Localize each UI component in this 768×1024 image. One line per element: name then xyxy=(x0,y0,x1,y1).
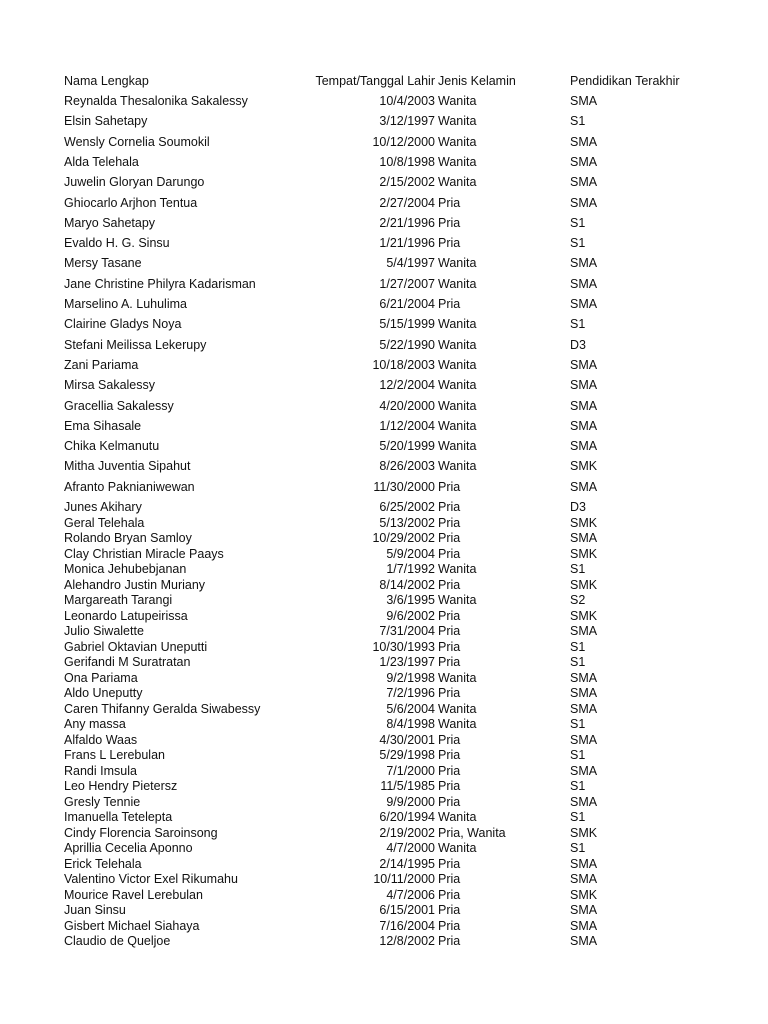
cell-nama-lengkap: Gerifandi M Suratratan xyxy=(64,655,191,669)
cell-pendidikan-terakhir: S1 xyxy=(570,114,586,128)
header-nama-lengkap: Nama Lengkap xyxy=(64,74,149,88)
cell-jenis-kelamin: Pria xyxy=(438,547,461,561)
cell-pendidikan-terakhir: S1 xyxy=(570,810,586,824)
cell-nama-lengkap: Gracellia Sakalessy xyxy=(64,399,174,413)
cell-nama-lengkap: Frans L Lerebulan xyxy=(64,748,165,762)
cell-tanggal-lahir: 9/2/1998 xyxy=(386,671,435,685)
cell-tanggal-lahir: 4/7/2000 xyxy=(386,841,435,855)
cell-tanggal-lahir: 7/31/2004 xyxy=(379,624,435,638)
table-row xyxy=(0,826,768,841)
cell-nama-lengkap: Valentino Victor Exel Rikumahu xyxy=(64,872,238,886)
cell-tanggal-lahir: 5/29/1998 xyxy=(379,748,435,762)
table-row xyxy=(0,593,768,608)
table-row xyxy=(0,196,768,211)
cell-pendidikan-terakhir: SMA xyxy=(570,256,598,270)
cell-jenis-kelamin: Pria xyxy=(438,609,461,623)
cell-jenis-kelamin: Wanita xyxy=(438,175,477,189)
table-row xyxy=(0,500,768,515)
cell-nama-lengkap: Juan Sinsu xyxy=(64,903,126,917)
cell-pendidikan-terakhir: S1 xyxy=(570,317,586,331)
cell-nama-lengkap: Clay Christian Miracle Paays xyxy=(64,547,224,561)
cell-jenis-kelamin: Wanita xyxy=(438,135,477,149)
table-row xyxy=(0,297,768,312)
table-row xyxy=(0,419,768,434)
cell-jenis-kelamin: Wanita xyxy=(438,399,477,413)
table-row xyxy=(0,779,768,794)
cell-jenis-kelamin: Pria xyxy=(438,857,461,871)
cell-nama-lengkap: Monica Jehubebjanan xyxy=(64,562,187,576)
cell-jenis-kelamin: Pria xyxy=(438,655,461,669)
cell-nama-lengkap: Claudio de Queljoe xyxy=(64,934,171,948)
cell-nama-lengkap: Imanuella Tetelepta xyxy=(64,810,173,824)
table-row xyxy=(0,857,768,872)
cell-nama-lengkap: Aprillia Cecelia Aponno xyxy=(64,841,193,855)
cell-tanggal-lahir: 7/16/2004 xyxy=(379,919,435,933)
cell-tanggal-lahir: 6/20/1994 xyxy=(379,810,435,824)
cell-jenis-kelamin: Pria xyxy=(438,888,461,902)
cell-tanggal-lahir: 6/15/2001 xyxy=(379,903,435,917)
table-row xyxy=(0,764,768,779)
table-row xyxy=(0,399,768,414)
cell-tanggal-lahir: 3/6/1995 xyxy=(386,593,435,607)
cell-pendidikan-terakhir: SMA xyxy=(570,358,598,372)
cell-tanggal-lahir: 10/29/2002 xyxy=(372,531,435,545)
cell-nama-lengkap: Randi Imsula xyxy=(64,764,137,778)
cell-jenis-kelamin: Pria xyxy=(438,297,461,311)
cell-nama-lengkap: Erick Telehala xyxy=(64,857,142,871)
cell-nama-lengkap: Julio Siwalette xyxy=(64,624,144,638)
cell-pendidikan-terakhir: SMA xyxy=(570,686,598,700)
table-row xyxy=(0,655,768,670)
cell-tanggal-lahir: 10/30/1993 xyxy=(372,640,435,654)
table-row xyxy=(0,640,768,655)
cell-tanggal-lahir: 11/30/2000 xyxy=(373,480,435,494)
cell-tanggal-lahir: 10/11/2000 xyxy=(373,872,435,886)
cell-tanggal-lahir: 5/4/1997 xyxy=(386,256,435,270)
cell-pendidikan-terakhir: SMK xyxy=(570,826,598,840)
cell-jenis-kelamin: Pria xyxy=(438,578,461,592)
table-row xyxy=(0,155,768,170)
cell-jenis-kelamin: Wanita xyxy=(438,702,477,716)
cell-tanggal-lahir: 8/26/2003 xyxy=(379,459,435,473)
cell-nama-lengkap: Maryo Sahetapy xyxy=(64,216,156,230)
cell-pendidikan-terakhir: SMA xyxy=(570,624,598,638)
cell-jenis-kelamin: Pria xyxy=(438,624,461,638)
table-row xyxy=(0,609,768,624)
cell-tanggal-lahir: 10/8/1998 xyxy=(379,155,435,169)
cell-jenis-kelamin: Pria xyxy=(438,686,461,700)
cell-jenis-kelamin: Pria xyxy=(438,748,461,762)
cell-tanggal-lahir: 4/30/2001 xyxy=(379,733,435,747)
cell-jenis-kelamin: Pria xyxy=(438,872,461,886)
cell-pendidikan-terakhir: SMA xyxy=(570,439,598,453)
cell-nama-lengkap: Gisbert Michael Siahaya xyxy=(64,919,200,933)
cell-tanggal-lahir: 1/21/1996 xyxy=(379,236,435,250)
cell-pendidikan-terakhir: SMK xyxy=(570,547,598,561)
cell-tanggal-lahir: 10/18/2003 xyxy=(372,358,435,372)
cell-nama-lengkap: Geral Telehala xyxy=(64,516,145,530)
cell-nama-lengkap: Leo Hendry Pietersz xyxy=(64,779,178,793)
cell-tanggal-lahir: 5/13/2002 xyxy=(379,516,435,530)
cell-pendidikan-terakhir: S1 xyxy=(570,748,586,762)
cell-nama-lengkap: Afranto Paknianiwewan xyxy=(64,480,195,494)
cell-jenis-kelamin: Wanita xyxy=(438,671,477,685)
cell-pendidikan-terakhir: S1 xyxy=(570,236,586,250)
cell-nama-lengkap: Reynalda Thesalonika Sakalessy xyxy=(64,94,248,108)
cell-pendidikan-terakhir: SMA xyxy=(570,155,598,169)
cell-tanggal-lahir: 12/8/2002 xyxy=(379,934,435,948)
cell-nama-lengkap: Mirsa Sakalessy xyxy=(64,378,155,392)
cell-pendidikan-terakhir: SMA xyxy=(570,175,598,189)
cell-jenis-kelamin: Wanita xyxy=(438,114,477,128)
cell-tanggal-lahir: 11/5/1985 xyxy=(380,779,435,793)
cell-tanggal-lahir: 9/6/2002 xyxy=(386,609,435,623)
table-row xyxy=(0,717,768,732)
table-row xyxy=(0,624,768,639)
cell-tanggal-lahir: 7/1/2000 xyxy=(386,764,435,778)
cell-tanggal-lahir: 8/14/2002 xyxy=(379,578,435,592)
cell-pendidikan-terakhir: S1 xyxy=(570,779,586,793)
cell-tanggal-lahir: 2/15/2002 xyxy=(379,175,435,189)
cell-tanggal-lahir: 5/15/1999 xyxy=(379,317,435,331)
table-row xyxy=(0,317,768,332)
cell-tanggal-lahir: 2/27/2004 xyxy=(379,196,435,210)
cell-nama-lengkap: Elsin Sahetapy xyxy=(64,114,148,128)
table-row xyxy=(0,114,768,129)
cell-nama-lengkap: Alfaldo Waas xyxy=(64,733,138,747)
cell-jenis-kelamin: Pria xyxy=(438,779,461,793)
cell-pendidikan-terakhir: SMA xyxy=(570,419,598,433)
table-row xyxy=(0,216,768,231)
cell-jenis-kelamin: Wanita xyxy=(438,419,477,433)
cell-jenis-kelamin: Wanita xyxy=(438,256,477,270)
cell-tanggal-lahir: 1/27/2007 xyxy=(379,277,435,291)
table-row xyxy=(0,175,768,190)
table-row xyxy=(0,480,768,495)
cell-jenis-kelamin: Wanita xyxy=(438,562,477,576)
cell-nama-lengkap: Any massa xyxy=(64,717,126,731)
cell-nama-lengkap: Leonardo Latupeirissa xyxy=(64,609,188,623)
cell-jenis-kelamin: Pria xyxy=(438,903,461,917)
table-row xyxy=(0,358,768,373)
cell-tanggal-lahir: 5/9/2004 xyxy=(386,547,435,561)
cell-pendidikan-terakhir: SMK xyxy=(570,609,598,623)
cell-pendidikan-terakhir: SMK xyxy=(570,516,598,530)
table-row xyxy=(0,671,768,686)
cell-nama-lengkap: Mourice Ravel Lerebulan xyxy=(64,888,203,902)
cell-nama-lengkap: Caren Thifanny Geralda Siwabessy xyxy=(64,702,261,716)
cell-pendidikan-terakhir: SMA xyxy=(570,702,598,716)
cell-tanggal-lahir: 2/21/1996 xyxy=(379,216,435,230)
cell-tanggal-lahir: 7/2/1996 xyxy=(386,686,435,700)
cell-jenis-kelamin: Wanita xyxy=(438,378,477,392)
cell-jenis-kelamin: Pria xyxy=(438,919,461,933)
cell-pendidikan-terakhir: SMA xyxy=(570,277,598,291)
table-row xyxy=(0,934,768,949)
table-row xyxy=(0,236,768,251)
cell-pendidikan-terakhir: SMA xyxy=(570,297,598,311)
cell-nama-lengkap: Evaldo H. G. Sinsu xyxy=(64,236,170,250)
cell-pendidikan-terakhir: S1 xyxy=(570,216,586,230)
cell-pendidikan-terakhir: SMA xyxy=(570,480,598,494)
cell-pendidikan-terakhir: SMA xyxy=(570,196,598,210)
cell-jenis-kelamin: Pria xyxy=(438,640,461,654)
cell-jenis-kelamin: Pria xyxy=(438,764,461,778)
cell-nama-lengkap: Ghiocarlo Arjhon Tentua xyxy=(64,196,198,210)
cell-jenis-kelamin: Pria xyxy=(438,733,461,747)
table-row xyxy=(0,459,768,474)
cell-nama-lengkap: Stefani Meilissa Lekerupy xyxy=(64,338,207,352)
cell-jenis-kelamin: Wanita xyxy=(438,338,477,352)
cell-nama-lengkap: Ema Sihasale xyxy=(64,419,142,433)
table-row xyxy=(0,795,768,810)
cell-jenis-kelamin: Wanita xyxy=(438,459,477,473)
cell-nama-lengkap: Marselino A. Luhulima xyxy=(64,297,187,311)
cell-nama-lengkap: Gabriel Oktavian Uneputti xyxy=(64,640,208,654)
cell-nama-lengkap: Rolando Bryan Samloy xyxy=(64,531,192,545)
table-row xyxy=(0,547,768,562)
cell-nama-lengkap: Clairine Gladys Noya xyxy=(64,317,182,331)
cell-pendidikan-terakhir: SMA xyxy=(570,733,598,747)
cell-tanggal-lahir: 1/12/2004 xyxy=(379,419,435,433)
cell-tanggal-lahir: 5/20/1999 xyxy=(379,439,435,453)
table-row xyxy=(0,903,768,918)
table-row xyxy=(0,578,768,593)
cell-pendidikan-terakhir: D3 xyxy=(570,500,586,514)
cell-tanggal-lahir: 6/21/2004 xyxy=(379,297,435,311)
table-row xyxy=(0,702,768,717)
cell-tanggal-lahir: 5/22/1990 xyxy=(379,338,435,352)
cell-tanggal-lahir: 1/7/1992 xyxy=(386,562,435,576)
table-row xyxy=(0,256,768,271)
cell-nama-lengkap: Margareath Tarangi xyxy=(64,593,173,607)
cell-nama-lengkap: Cindy Florencia Saroinsong xyxy=(64,826,218,840)
cell-pendidikan-terakhir: SMA xyxy=(570,531,598,545)
cell-jenis-kelamin: Pria xyxy=(438,516,461,530)
cell-tanggal-lahir: 4/7/2006 xyxy=(386,888,435,902)
cell-pendidikan-terakhir: SMA xyxy=(570,764,598,778)
cell-nama-lengkap: Chika Kelmanutu xyxy=(64,439,160,453)
cell-nama-lengkap: Jane Christine Philyra Kadarisman xyxy=(64,277,256,291)
cell-pendidikan-terakhir: SMA xyxy=(570,795,598,809)
cell-pendidikan-terakhir: SMK xyxy=(570,888,598,902)
cell-jenis-kelamin: Wanita xyxy=(438,439,477,453)
cell-pendidikan-terakhir: SMK xyxy=(570,578,598,592)
cell-jenis-kelamin: Pria xyxy=(438,795,461,809)
cell-nama-lengkap: Zani Pariama xyxy=(64,358,139,372)
table-row xyxy=(0,439,768,454)
cell-pendidikan-terakhir: SMA xyxy=(570,872,598,886)
table-row xyxy=(0,378,768,393)
table-row xyxy=(0,277,768,292)
cell-nama-lengkap: Mersy Tasane xyxy=(64,256,142,270)
cell-pendidikan-terakhir: S1 xyxy=(570,640,586,654)
table-row xyxy=(0,841,768,856)
cell-pendidikan-terakhir: S1 xyxy=(570,562,586,576)
cell-jenis-kelamin: Wanita xyxy=(438,358,477,372)
cell-jenis-kelamin: Wanita xyxy=(438,717,477,731)
cell-jenis-kelamin: Wanita xyxy=(438,841,477,855)
cell-pendidikan-terakhir: S1 xyxy=(570,655,586,669)
cell-jenis-kelamin: Wanita xyxy=(438,317,477,331)
cell-pendidikan-terakhir: SMA xyxy=(570,94,598,108)
cell-jenis-kelamin: Wanita xyxy=(438,155,477,169)
cell-pendidikan-terakhir: SMA xyxy=(570,399,598,413)
cell-jenis-kelamin: Pria xyxy=(438,196,461,210)
cell-nama-lengkap: Junes Akihary xyxy=(64,500,142,514)
table-row xyxy=(0,562,768,577)
cell-nama-lengkap: Wensly Cornelia Soumokil xyxy=(64,135,210,149)
cell-pendidikan-terakhir: SMA xyxy=(570,934,598,948)
cell-pendidikan-terakhir: SMA xyxy=(570,671,598,685)
cell-tanggal-lahir: 9/9/2000 xyxy=(386,795,435,809)
cell-jenis-kelamin: Wanita xyxy=(438,810,477,824)
cell-jenis-kelamin: Pria xyxy=(438,500,461,514)
cell-pendidikan-terakhir: S2 xyxy=(570,593,586,607)
cell-nama-lengkap: Aldo Uneputty xyxy=(64,686,143,700)
cell-jenis-kelamin: Pria xyxy=(438,236,461,250)
header-tempat-tanggal-lahir: Tempat/Tanggal Lahir xyxy=(315,74,435,88)
table-row xyxy=(0,338,768,353)
cell-pendidikan-terakhir: D3 xyxy=(570,338,586,352)
table-row xyxy=(0,748,768,763)
cell-tanggal-lahir: 3/12/1997 xyxy=(379,114,435,128)
cell-jenis-kelamin: Wanita xyxy=(438,94,477,108)
cell-jenis-kelamin: Wanita xyxy=(438,593,477,607)
cell-tanggal-lahir: 2/14/1995 xyxy=(379,857,435,871)
cell-jenis-kelamin: Pria xyxy=(438,480,461,494)
cell-tanggal-lahir: 10/12/2000 xyxy=(372,135,435,149)
cell-tanggal-lahir: 2/19/2002 xyxy=(379,826,435,840)
table-row xyxy=(0,872,768,887)
table-row xyxy=(0,810,768,825)
cell-nama-lengkap: Ona Pariama xyxy=(64,671,138,685)
cell-pendidikan-terakhir: SMA xyxy=(570,857,598,871)
cell-tanggal-lahir: 5/6/2004 xyxy=(386,702,435,716)
header-pendidikan-terakhir: Pendidikan Terakhir xyxy=(570,74,680,88)
cell-nama-lengkap: Alda Telehala xyxy=(64,155,139,169)
table-row xyxy=(0,733,768,748)
table-row xyxy=(0,919,768,934)
table-row xyxy=(0,686,768,701)
cell-tanggal-lahir: 4/20/2000 xyxy=(379,399,435,413)
cell-nama-lengkap: Alehandro Justin Muriany xyxy=(64,578,206,592)
table-row xyxy=(0,888,768,903)
cell-jenis-kelamin: Pria xyxy=(438,934,461,948)
cell-pendidikan-terakhir: SMA xyxy=(570,135,598,149)
cell-pendidikan-terakhir: SMK xyxy=(570,459,598,473)
cell-pendidikan-terakhir: S1 xyxy=(570,841,586,855)
cell-nama-lengkap: Juwelin Gloryan Darungo xyxy=(64,175,205,189)
cell-pendidikan-terakhir: SMA xyxy=(570,378,598,392)
table-row xyxy=(0,94,768,109)
table-row xyxy=(0,531,768,546)
cell-tanggal-lahir: 1/23/1997 xyxy=(379,655,435,669)
table-row xyxy=(0,516,768,531)
header-row xyxy=(0,74,768,89)
cell-jenis-kelamin: Pria, Wanita xyxy=(438,826,506,840)
cell-jenis-kelamin: Pria xyxy=(438,531,461,545)
cell-tanggal-lahir: 10/4/2003 xyxy=(379,94,435,108)
cell-jenis-kelamin: Pria xyxy=(438,216,461,230)
cell-nama-lengkap: Mitha Juventia Sipahut xyxy=(64,459,191,473)
cell-pendidikan-terakhir: SMA xyxy=(570,919,598,933)
cell-tanggal-lahir: 8/4/1998 xyxy=(386,717,435,731)
table-row xyxy=(0,135,768,150)
cell-nama-lengkap: Gresly Tennie xyxy=(64,795,141,809)
header-jenis-kelamin: Jenis Kelamin xyxy=(438,74,516,88)
cell-tanggal-lahir: 12/2/2004 xyxy=(379,378,435,392)
cell-jenis-kelamin: Wanita xyxy=(438,277,477,291)
cell-tanggal-lahir: 6/25/2002 xyxy=(379,500,435,514)
cell-pendidikan-terakhir: SMA xyxy=(570,903,598,917)
cell-pendidikan-terakhir: S1 xyxy=(570,717,586,731)
